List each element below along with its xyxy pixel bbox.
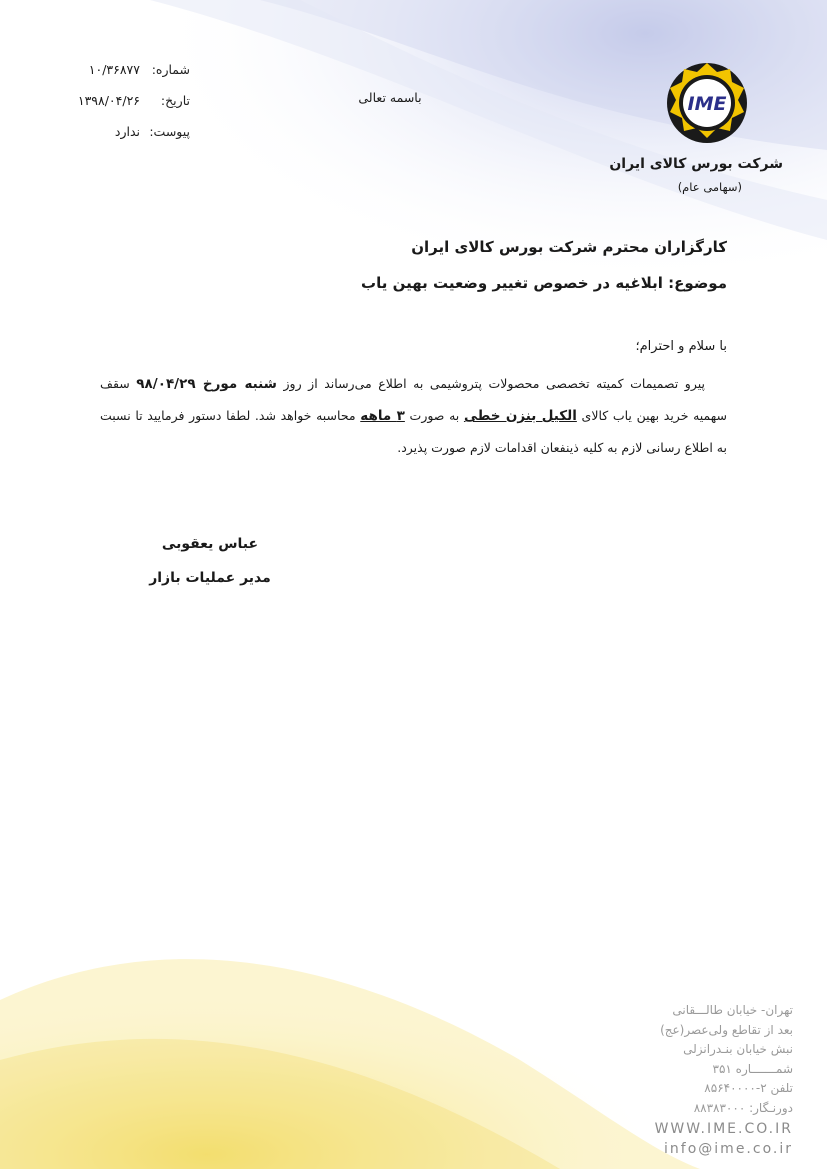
body-product-name: الکیل بنزن خطی xyxy=(463,408,577,424)
company-name: شرکت بورس کالای ایران xyxy=(609,156,783,172)
ime-logo xyxy=(664,60,750,146)
footer-address-line3: نبش خیابان بنـدرانزلی xyxy=(683,1042,793,1056)
company-subtitle: (سهامی عام) xyxy=(677,180,742,194)
footer-contact xyxy=(593,1001,793,1158)
footer-phone: تلفن ۲-۸۵۶۴۰۰۰۰ xyxy=(704,1081,793,1095)
body-text-part1: پیرو تصمیمات کمیته تخصصی محصولات پتروشیمی به اطلاع می‌رساند از روز xyxy=(283,376,705,391)
footer-website: WWW.IME.CO.IR xyxy=(654,1121,793,1137)
body-period: ۳ ماهه xyxy=(360,408,405,424)
body-text-part2: سقف سهمیه خرید بهین یاب کالای xyxy=(100,376,728,423)
letter-body xyxy=(100,368,727,463)
greeting-line: با سلام و احترام؛ xyxy=(635,339,727,354)
letter-number-label: شماره: xyxy=(151,62,190,77)
letter-attachment-label: پیوست: xyxy=(149,124,190,139)
footer-fax: دورنـگار: ۸۸۳۸۳۰۰۰ xyxy=(693,1100,793,1115)
footer-address-line1: تهران- خیابان طالـــقانی xyxy=(672,1003,793,1017)
signer-name: عباس یعقوبی xyxy=(161,536,259,552)
letter-attachment-row xyxy=(30,124,190,155)
signer-title: مدیر عملیات بازار xyxy=(149,570,271,586)
subject-line: موضوع: ابلاغیه در خصوص تغییر وضعیت بهین یاب xyxy=(361,274,727,292)
letter-number-value: ۱۰/۳۶۸۷۷ xyxy=(88,62,140,77)
body-effective-date: شنبه مورخ ۹۸/۰۴/۲۹ xyxy=(136,376,277,392)
body-text-part3: به صورت xyxy=(409,408,460,423)
letter-date-value: ۱۳۹۸/۰۴/۲۶ xyxy=(77,93,140,108)
footer-address-line2: بعد از تقاطع ولی‌عصر(عج) xyxy=(660,1022,793,1037)
letter-date-label: تاریخ: xyxy=(160,93,190,108)
footer-address-line4: شمـــــــاره ۳۵۱ xyxy=(712,1061,793,1076)
letter-date-row xyxy=(30,93,190,124)
letter-meta xyxy=(30,62,190,155)
recipient-line: کارگزاران محترم شرکت بورس کالای ایران xyxy=(411,238,727,256)
invocation-text: باسمه تعالی xyxy=(358,90,422,105)
letter-number-row xyxy=(30,62,190,93)
body-text-part4: محاسبه خواهد شد. لطفا دستور فرمایید تا نسبت به اطلاع رسانی لازم به کلیه ذینفعان اقدامات لازم صورت پذیرد. xyxy=(100,408,727,455)
logo-lettering: IME xyxy=(687,93,727,115)
letter-attachment-value: ندارد xyxy=(114,124,140,139)
footer-email: info@ime.co.ir xyxy=(664,1141,793,1157)
